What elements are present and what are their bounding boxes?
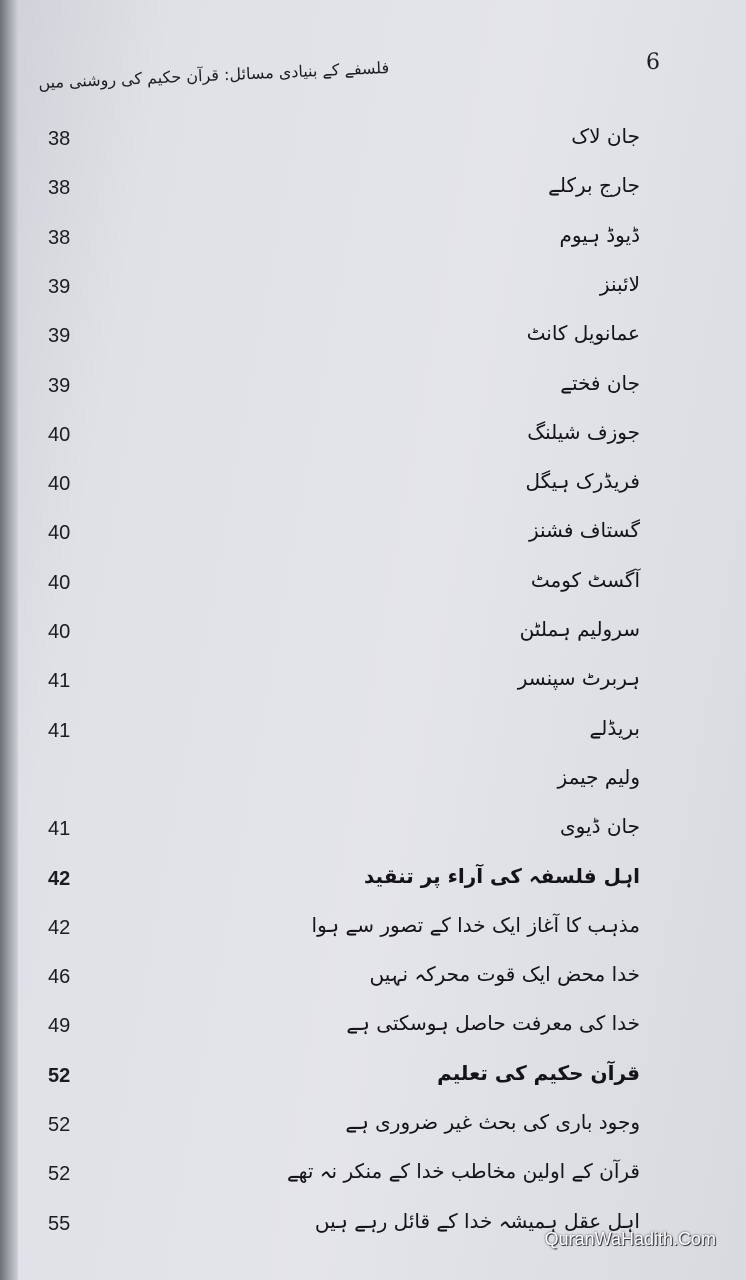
toc-page-number: 40 bbox=[48, 571, 71, 594]
toc-page-number: 38 bbox=[48, 128, 71, 150]
toc-page-number: 39 bbox=[48, 374, 71, 397]
toc-title: خدا محض ایک قوت محرکہ نہیں bbox=[369, 962, 640, 987]
toc-title: بریڈلے bbox=[589, 715, 640, 740]
toc-title: وجود باری کی بحث غیر ضروری ہے bbox=[345, 1110, 640, 1134]
toc-title: گستاف فشنز bbox=[528, 518, 640, 543]
toc-page-number: 42 bbox=[48, 867, 71, 890]
toc-page-number: 52 bbox=[48, 1114, 71, 1136]
page-number: 6 bbox=[646, 50, 660, 75]
toc-title: جوزف شیلنگ bbox=[527, 419, 640, 444]
toc-title: خدا کی معرفت حاصل ہوسکتی ہے bbox=[346, 1011, 640, 1036]
toc-title: سرولیم ہملٹن bbox=[519, 617, 640, 641]
toc-entry bbox=[40, 1011, 640, 1051]
toc-entry bbox=[40, 371, 640, 411]
toc-entry bbox=[40, 765, 640, 805]
toc-title: جان ڈیوی bbox=[560, 814, 640, 839]
toc-page-number: 52 bbox=[48, 1064, 71, 1087]
toc-title: اہل عقل ہمیشہ خدا کے قائل رہے ہیں bbox=[314, 1208, 640, 1233]
toc-title: آگسٹ کومٹ bbox=[530, 567, 640, 592]
toc-page-number: 40 bbox=[48, 473, 71, 496]
toc-page-number: 40 bbox=[48, 423, 71, 446]
watermark: QuranWaHadith.Com bbox=[544, 1229, 716, 1249]
toc-page-number: 55 bbox=[48, 1212, 71, 1235]
toc-title: جان لاک bbox=[571, 124, 640, 148]
toc-entry bbox=[40, 420, 640, 460]
toc-page-number: 41 bbox=[48, 670, 71, 693]
toc-entry bbox=[40, 223, 640, 263]
toc-title: ولیم جیمز bbox=[557, 764, 640, 789]
toc-entry bbox=[40, 272, 640, 312]
toc-title: جان فختے bbox=[560, 370, 640, 395]
toc-title: عمانویل کانٹ bbox=[526, 321, 640, 346]
toc-page-number: 38 bbox=[48, 177, 71, 200]
toc-entry bbox=[40, 124, 640, 164]
toc-page-number: 39 bbox=[48, 275, 71, 298]
toc-entry bbox=[40, 1159, 640, 1199]
toc-page-number: 38 bbox=[48, 226, 71, 249]
toc-page-number: 41 bbox=[48, 719, 71, 742]
toc-title: قرآن حکیم کی تعلیم bbox=[437, 1060, 640, 1085]
toc-title: ڈیوڈ ہیوم bbox=[559, 222, 640, 247]
toc-title: قرآن کے اولین مخاطب خدا کے منکر نہ تھے bbox=[286, 1159, 640, 1184]
toc-title: ہربرٹ سپنسر bbox=[517, 666, 640, 691]
toc-entry bbox=[40, 716, 640, 756]
toc-page-number: 40 bbox=[48, 621, 71, 643]
toc-title: مذہب کا آغاز ایک خدا کے تصور سے ہوا bbox=[311, 912, 640, 937]
toc-entry bbox=[40, 321, 640, 361]
toc-page-number: 42 bbox=[48, 916, 71, 939]
toc-entry bbox=[40, 913, 640, 953]
toc-entry bbox=[40, 518, 640, 558]
toc-entry bbox=[40, 173, 640, 213]
toc-title: لائبنز bbox=[599, 271, 640, 296]
toc-entry bbox=[40, 962, 640, 1002]
toc-entry bbox=[40, 814, 640, 854]
toc-title: جارج برکلے bbox=[548, 173, 640, 198]
toc-entry bbox=[40, 666, 640, 706]
toc-entry bbox=[40, 617, 640, 657]
toc-page-number: 40 bbox=[48, 522, 71, 545]
toc-title: اہل فلسفہ کی آراء پر تنقید bbox=[363, 863, 640, 888]
toc-page-number: 39 bbox=[48, 325, 71, 348]
toc-entry bbox=[40, 1110, 640, 1150]
toc-page-number: 52 bbox=[48, 1163, 71, 1186]
toc-page-number: 41 bbox=[48, 818, 71, 841]
running-title: فلسفے کے بنیادی مسائل: قرآن حکیم کی روشنی میں bbox=[37, 58, 390, 93]
toc-page-number: 49 bbox=[48, 1015, 71, 1038]
toc-page-number: 46 bbox=[48, 966, 71, 989]
toc-entry bbox=[40, 469, 640, 509]
toc-entry bbox=[40, 864, 640, 904]
toc-entry bbox=[40, 1061, 640, 1101]
toc-title: فریڈرک ہیگل bbox=[525, 469, 640, 494]
toc-entry bbox=[40, 568, 640, 608]
